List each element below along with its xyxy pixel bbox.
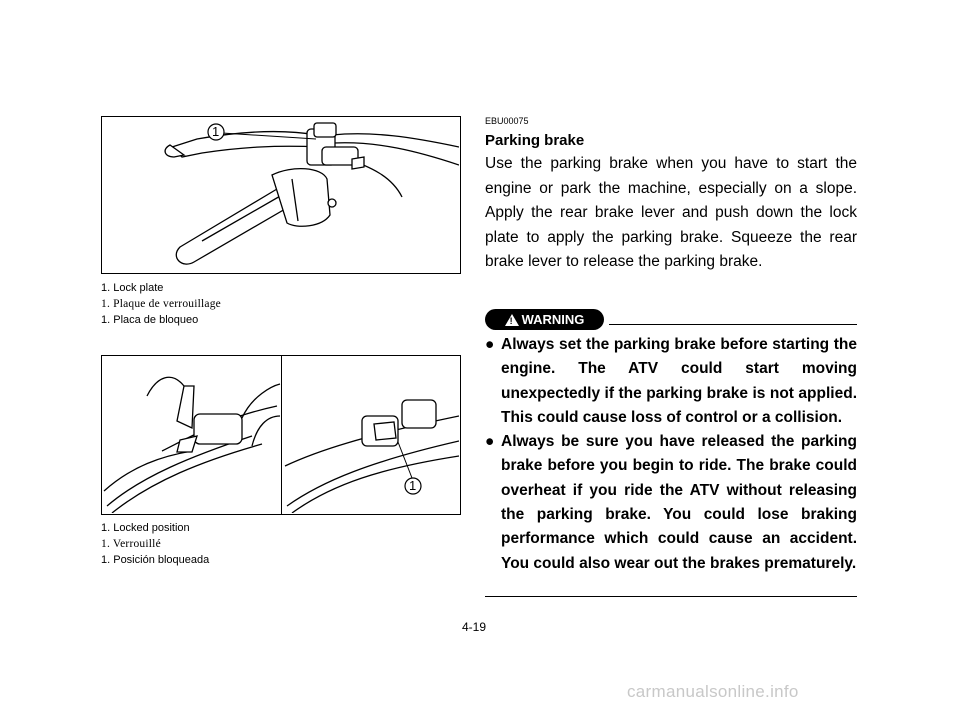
warning-header	[485, 309, 857, 331]
bullet-icon: ●	[485, 433, 495, 451]
callout-1: 1	[409, 478, 417, 493]
warning-badge	[485, 309, 604, 330]
warning-rule	[609, 324, 857, 325]
warning-item	[485, 430, 857, 576]
section-code: EBU00075	[485, 116, 529, 126]
lock-plate-illustration	[102, 117, 459, 272]
warning-end-rule	[485, 596, 857, 597]
section-title: Parking brake	[485, 132, 585, 149]
watermark: carmanualsonline.info	[627, 682, 799, 701]
locked-position-illustration	[102, 356, 459, 513]
caption-en: 1. Lock plate	[101, 282, 164, 294]
warning-triangle-icon: !	[505, 314, 519, 326]
caption-es: 1. Placa de bloqueo	[101, 314, 199, 326]
figure1-caption	[101, 280, 221, 328]
callout-1: 1	[212, 124, 220, 139]
figure2-caption	[101, 520, 209, 568]
caption-fr: 1. Plaque de verrouillage	[101, 298, 221, 310]
warning-item-text: Always set the parking brake before starting the engine. The ATV could start moving unexpectedly if the parking brake is not applied. This could cause loss of control or a collision.	[501, 336, 857, 426]
caption-fr: 1. Verrouillé	[101, 538, 161, 550]
section-body: Use the parking brake when you have to start the engine or park the machine, especially on a slope. Apply the rear brake lever and push down the lock plate to apply the parking brake. Squeeze the rear brake lever to release the parking brake.	[485, 155, 857, 271]
warning-label: WARNING	[521, 312, 585, 327]
bullet-icon: ●	[485, 336, 495, 353]
figure-locked-position	[101, 355, 461, 515]
warning-item-text: Always be sure you have released the parking brake before you begin to ride. The brake could overheat if you ride the ATV without releasing the parking brake. You could lose braking performance which could cause an accident. You could also wear out the brakes prematurely.	[501, 433, 857, 572]
page-number: 4-19	[462, 620, 487, 634]
warning-list	[485, 333, 857, 576]
caption-es: 1. Posición bloqueada	[101, 554, 210, 566]
warning-item	[485, 333, 857, 430]
figure-lock-plate	[101, 116, 461, 274]
caption-en: 1. Locked position	[101, 522, 190, 534]
